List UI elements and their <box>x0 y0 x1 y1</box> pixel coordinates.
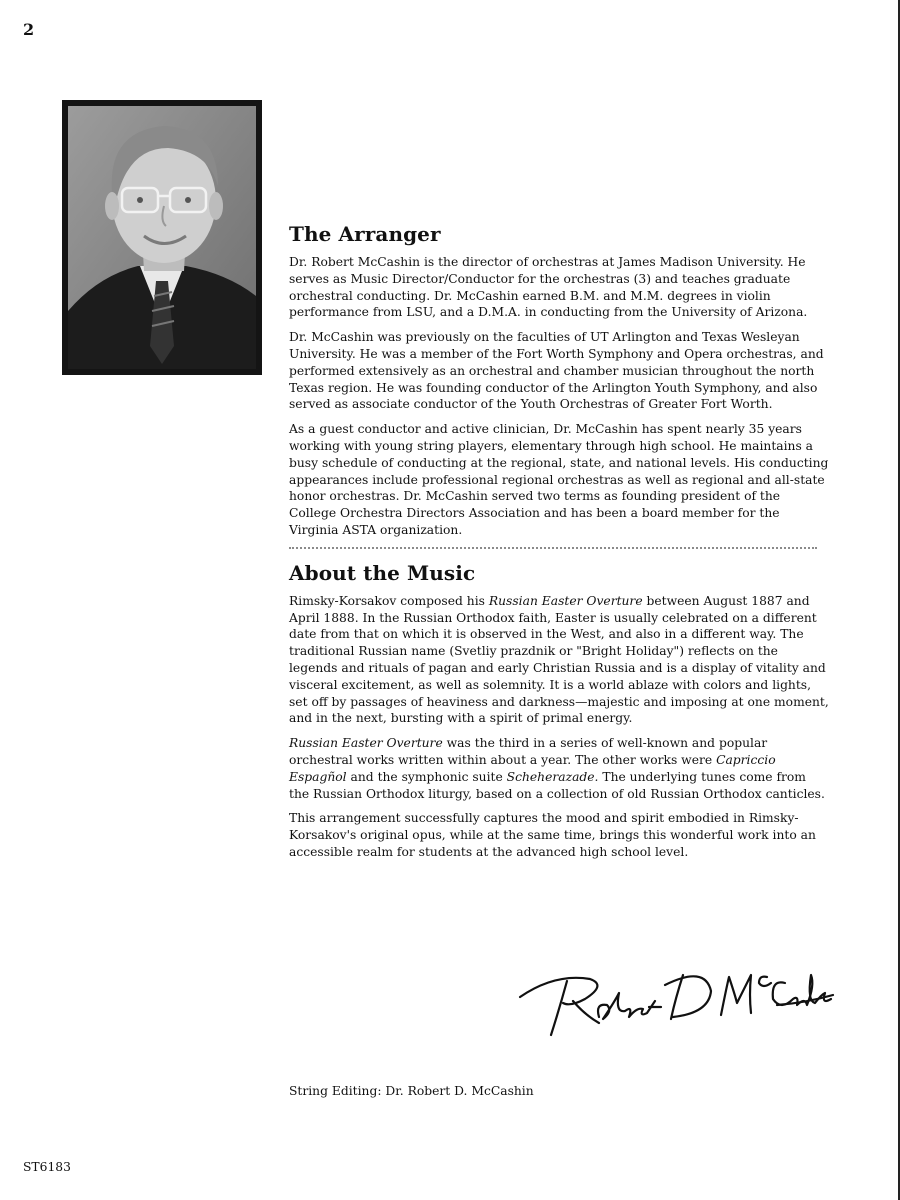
music-paragraph-1 <box>289 593 829 727</box>
text-run: between August 1887 and April 1888. In the Russian Orthodox faith, Easter is usually celebrated on a different date from that on which it is observed in the West, and also in a different way. The traditional Russian name (Svetliy prazdnik or "Bright Holiday") reflects on the legends and rituals of pagan and early Christian Russia and is a display of vitality and visceral excitement, as well as solemnity. It is a world ablaze with colors and lights, set off by passages of heaviness and darkness—majestic and imposing at one moment, and in the next, bursting with a spirit of primal energy. <box>289 593 829 726</box>
page-number: 2 <box>23 20 35 39</box>
text-run: The underlying tunes come from the Russian Orthodox liturgy, based on a collection of old Russian Orthodox canticles. <box>289 769 825 801</box>
catalog-number: ST6183 <box>23 1160 71 1174</box>
main-content <box>289 222 829 869</box>
music-paragraph-3: This arrangement successfully captures the mood and spirit embodied in Rimsky-Korsakov's original opus, while at the same time, brings this wonderful work into an accessible realm for students at the advanced high school level. <box>289 811 816 859</box>
arranger-paragraph-2: Dr. McCashin was previously on the faculties of UT Arlington and Texas Wesleyan University. He was a member of the Fort Worth Symphony and Opera orchestras, and performed extensively as an orchestral and chamber musician throughout the north Texas region. He was founding conductor of the Arlington Youth Symphony, and also served as associate conductor of the Youth Orchestras of Greater Fort Worth. <box>289 330 824 412</box>
work-title: Scheherazade. <box>506 769 599 784</box>
music-heading: About the Music <box>289 560 476 585</box>
text-run: was the third in a series of well-known and popular orchestral works written within about a year. The other works were <box>289 736 768 767</box>
section-divider <box>289 547 817 549</box>
text-run: and the symphonic suite <box>346 769 507 784</box>
handwritten-signature <box>515 955 835 1045</box>
music-paragraph-2 <box>289 735 829 802</box>
work-title: Capriccio Espagñol <box>289 752 776 784</box>
text-run: Rimsky-Korsakov composed his <box>289 593 489 608</box>
arranger-portrait-photo <box>62 100 262 375</box>
work-title: Russian Easter Overture <box>488 593 643 608</box>
arranger-heading: The Arranger <box>289 222 441 246</box>
string-editing-credit: String Editing: Dr. Robert D. McCashin <box>289 1084 534 1098</box>
arranger-paragraph-3: As a guest conductor and active clinician, Dr. McCashin has spent nearly 35 years working with young string players, elementary through high school. He maintains a busy schedule of conducting at the regional, state, and national levels. His conducting appearances include professional regional orchestras as well as regional and all-state honor orchestras. Dr. McCashin served two terms as founding president of the College Orchestra Directors Association and has been a board member for the Virginia ASTA organization. <box>289 422 829 537</box>
work-title: Russian Easter Overture <box>289 736 443 751</box>
arranger-paragraph-1: Dr. Robert McCashin is the director of orchestras at James Madison University. He serves as Music Director/Conductor for the orchestras (3) and teaches graduate orchestral conducting. Dr. McCashin earned B.M. and M.M. degrees in violin performance from LSU, and a D.M.A. in conducting from the University of Arizona. <box>289 255 808 320</box>
